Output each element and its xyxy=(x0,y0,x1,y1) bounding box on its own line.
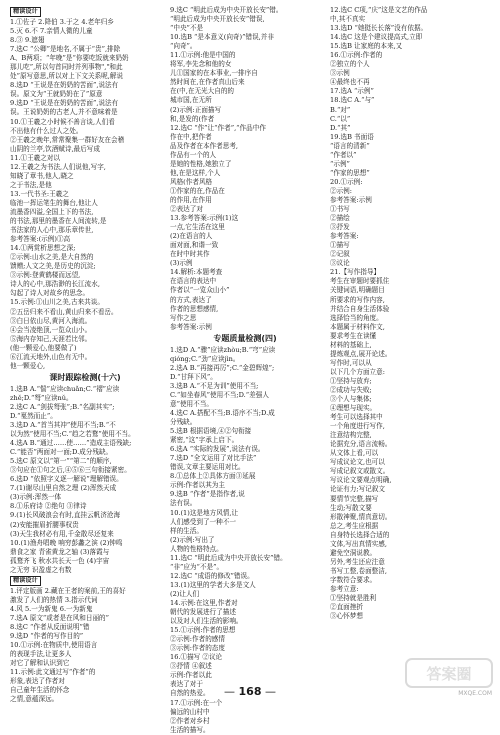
answer-line: 是她的性格,她独立了 xyxy=(170,159,232,168)
answer-line: 之情,意蕴深远。 xyxy=(10,695,59,704)
watermark-url: MXQE.COM xyxy=(458,690,492,697)
answer-line: 书写工整,卷面整洁, xyxy=(330,566,387,575)
answer-line: 9.选D “王说是在奶奶的苦面”,说法有 xyxy=(10,99,119,108)
answer-line: 自身特长选择合适的 xyxy=(330,530,390,539)
answer-line: 14.示例:在这里,作者对 xyxy=(170,599,238,607)
answer-line: 11.①示例:他是中国的 xyxy=(170,51,236,60)
answer-line: 朝代的发展进行了描述 xyxy=(170,608,236,617)
answer-line: 提炼观点,展开论述。 xyxy=(330,349,392,358)
answer-line: 2.选A B.“再接再厉”;C.“金碧辉煌”; xyxy=(170,363,275,372)
answer-line: (2)安能摧眉折腰事权贵 xyxy=(10,520,79,529)
answer-line: (2)让人们 xyxy=(170,589,200,598)
answer-line: “向奇”。 xyxy=(170,42,197,51)
answer-line: 写成记叙文或散文。 xyxy=(330,467,390,476)
column-left xyxy=(10,6,160,704)
answer-line: 自己童年生活的怀念 xyxy=(10,686,70,695)
answer-line: 生活的描写。 xyxy=(170,725,210,734)
answer-line: ②独立的个人 xyxy=(330,60,370,69)
answer-line: 知晓了章书,他人,晓之 xyxy=(10,171,74,180)
answer-line: 1.评定版画 2.藏在王者的案前,王的喜好 xyxy=(10,586,126,595)
answer-line: 之无穷 识盈虚之有数 xyxy=(10,565,72,574)
answer-line: 写作之思 xyxy=(170,313,197,322)
answer-line: 错误,文章主要运用对比。 xyxy=(170,463,245,472)
answer-line: 生动;写散文要 xyxy=(330,503,372,512)
answer-line: 15.选B 让家庭的本来,又 xyxy=(330,42,403,51)
answer-line: 7.选A 原文“或者是在风和日丽的” xyxy=(10,613,110,622)
answer-line: (2)示例:正面描写 xyxy=(170,105,222,114)
answer-line: 和,是发的(作者 xyxy=(170,114,215,123)
answer-line: 要情节完整,描写 xyxy=(330,494,379,503)
section-title: 专题质量检测(四) xyxy=(213,333,277,343)
answer-line: ②示例:作者的感情 xyxy=(170,635,225,644)
answer-line: ①描写 xyxy=(330,241,350,250)
answer-line: C.“能否”两面对一面;D.成分残缺。 xyxy=(10,448,113,457)
answer-line: “中央”不是 xyxy=(170,24,204,33)
answer-line: 10.选B “是本意义(向奇)”错误,并非 xyxy=(170,33,274,42)
answer-line: 诗人的心中,那浩渺的长江流水, xyxy=(10,280,100,289)
answer-line: 1.选D A.“骤”应读zhòu;B.“穹”应读 xyxy=(170,345,276,354)
answer-line: 一点,它生活在这里 xyxy=(170,223,225,232)
answer-line: 他,在是这样,个人 xyxy=(170,168,221,177)
answer-line: 在时中时其作 xyxy=(170,250,210,259)
answer-line: D.“戛然而止”。 xyxy=(10,411,57,420)
answer-line: 6.选A “实际的发展”,说法有误。 xyxy=(170,445,265,454)
answer-line: 示例:作者以其为主 xyxy=(170,481,225,490)
answer-line: D.“甘拜下风”。 xyxy=(170,372,217,381)
answer-line: 3.选B A.“不足为训”使用不当; xyxy=(170,381,259,390)
answer-line: 10.①王羲之小时候不善言谈,人们看 xyxy=(10,117,115,126)
answer-line: 9.选C “明此后成为中央开放长安”错。 xyxy=(170,6,283,14)
answer-line: 总之,考生应根据 xyxy=(330,521,379,530)
answer-line: 作者以“一览众山小” xyxy=(170,286,230,295)
answer-line: 自然的热爱。 xyxy=(170,689,210,698)
answer-line: 2.选C A.“剑拔弩张”;B.“名副其实”; xyxy=(10,402,115,411)
answer-line: 8.①总体上②具体方面③延展 xyxy=(170,472,256,481)
answer-line: C.“如坐春风”使用不当;D.“差强人 xyxy=(170,390,269,399)
answer-line: 17.选A “示例” xyxy=(330,87,374,96)
answer-line: ③白日依山尽,黄河入海流。 xyxy=(10,316,92,325)
answer-line: 品及作者在本作者思考, xyxy=(170,141,239,150)
answer-line: 1.选B A.“惴”应读chuǎn;C.“褶”应读 xyxy=(10,384,120,393)
answer-line: ③句应在①句之后,④⑤⑥三句衔接紧密。 xyxy=(10,466,131,475)
answer-line: 流墨香四溢,全国上下的书法, xyxy=(10,207,94,216)
answer-line: 5.选B 根据语境,④②句衔接 xyxy=(170,427,252,436)
answer-line: 13.一代书圣:王羲之 xyxy=(10,189,69,198)
answer-line: 之于书法,是他 xyxy=(10,180,52,189)
answer-line: 8.③ 9.遮翅 xyxy=(10,36,45,45)
answer-line: 以为然”使用不当;C.“趋之若鹜”使用不当。 xyxy=(10,430,135,439)
section-title: 课时跟踪检测(十六) xyxy=(49,372,121,382)
answer-line: 所要求的写作内容, xyxy=(330,295,385,304)
answer-line: ②直面挫折 xyxy=(330,603,363,612)
answer-line: 勾起了诗人对故乡的思念。 xyxy=(10,289,90,298)
answer-line: 对它了解和认识到它 xyxy=(10,659,70,668)
answer-line: ②成功与失败; xyxy=(330,385,372,394)
answer-line: 紧密,“这”字承上启下。 xyxy=(170,436,239,445)
answer-line: 本题属于材料作文, xyxy=(330,322,385,331)
answer-line: 12.选C “作”让“作者”,“作品中作 xyxy=(170,123,266,132)
answer-line: 的表现手法,让更多人 xyxy=(10,650,72,659)
answer-line: 8.选D “王说是在奶奶的苦面”,说法有 xyxy=(10,81,119,90)
answer-line: “作家的思想” xyxy=(330,168,370,177)
answer-line: 不出他有什么过人之处。 xyxy=(10,126,83,135)
answer-line: 形散神聚,情真意切。 xyxy=(330,512,392,521)
answer-line: 3.选D A.“首当其冲”使用不当;B.“不 xyxy=(10,421,116,430)
answer-line: 注意结构完整, xyxy=(330,431,372,440)
answer-line: 参考立意: xyxy=(330,585,359,593)
answer-line: 表达了对于 xyxy=(170,680,203,689)
answer-line: 9.(1)长风破浪会有时,直挂云帆济沧海 xyxy=(10,511,121,520)
section-tag: 精读设计 xyxy=(10,6,160,18)
answer-line: 那儿吃”,所以句首同时并列事物","和此 xyxy=(10,63,123,72)
watermark-text: 答案圈 xyxy=(426,665,472,683)
answer-line: ①书写 xyxy=(330,205,350,214)
answer-line: 参考答案:(示例)①高 xyxy=(10,235,71,244)
answer-line: 法有误。 xyxy=(170,499,197,508)
answer-line: 写议论文要观点明确, xyxy=(330,476,392,485)
answer-line: qióng;C.“劲”应读jìn。 xyxy=(170,354,240,363)
answer-line: “明此后成为中央开放长安”错误, xyxy=(170,15,265,24)
answer-line: 将军,李先念和他的女 xyxy=(170,60,232,69)
answer-line: 以及对人们生活的影响。 xyxy=(170,617,243,626)
answer-line: 以下几个方面立意: xyxy=(330,367,385,376)
answer-line: ①作家的在,作品在 xyxy=(170,186,225,195)
answer-line: 孤鹜齐飞 秋水共长天一色 (4)宇宙 xyxy=(10,556,110,565)
answer-line: (他一颗爱心,他要做了) xyxy=(10,343,77,352)
answer-line: 馈赠;人文之美,是历史的沉淀; xyxy=(10,262,96,271)
answer-line: 5.灭 6.不 7.亲情人微的儿童 xyxy=(10,27,93,36)
answer-line: 15.①示例:作者的思想 xyxy=(170,626,236,635)
answer-line: 作品有一个的人 xyxy=(170,150,217,159)
answer-line: 13.参考答案:示例(1)这 xyxy=(170,214,239,223)
answer-line: 6.选D “依照字义逐一解说”理解错误。 xyxy=(10,475,123,484)
answer-line: ③议论 xyxy=(330,259,350,268)
answer-line: ③示例:作者的态度 xyxy=(170,644,225,653)
answer-line: 14.解析:本题考查 xyxy=(170,268,223,277)
answer-line: ⑥江流天地外,山色有无中。 xyxy=(10,352,92,361)
answer-line: 10.①示例:在物质中,使用语言 xyxy=(10,641,98,650)
answer-line: 14.①两赏析思想之深; xyxy=(10,244,76,253)
answer-line: 8.①乐府诗 ②绝句 ③律诗 xyxy=(10,502,87,511)
answer-line: 13.(1)这里的学者大多是文人 xyxy=(170,580,256,589)
answer-line: 11.示例:此文通过写“作者”的 xyxy=(10,668,96,677)
answer-line: ③示例:登黄鹤楼而远望, xyxy=(10,271,81,280)
answer-line: 16.①描写 ②议论 xyxy=(170,653,223,662)
answer-line: 10.(1)渔舟唱晚 响穷彭蠡之滨 (2)钟鸣 xyxy=(10,538,123,547)
answer-line: 在语言的表达中 xyxy=(170,277,217,286)
answer-line: 分残缺。 xyxy=(170,418,197,427)
answer-line: ②示例:山水之美,是大自然的 xyxy=(10,253,94,262)
answer-line: 17.①示例:在一个 xyxy=(170,698,223,707)
answer-line: ②王羲之晚年,常常聚集一群好友在会稽 xyxy=(10,135,125,144)
answer-line: zhě;D.“弩”应读nǔ。 xyxy=(10,393,73,402)
answer-line: 12.王羲之为书法,人们说他,写字, xyxy=(10,162,106,171)
answer-line: 另外,考生还应注意 xyxy=(330,557,385,566)
answer-line: ③心怀梦想 xyxy=(330,612,363,621)
answer-line: B.“对” xyxy=(330,105,351,114)
answer-line: 的书法,那里的墨香在人间流转,是 xyxy=(10,217,107,226)
answer-line: ③个人与集体; xyxy=(330,395,372,404)
answer-line: ④最终也不再 xyxy=(330,78,370,87)
answer-line: “示例” xyxy=(330,159,350,168)
answer-line: 城市国,在无所 xyxy=(170,96,212,105)
answer-line: 11.①王羲之对以 xyxy=(10,153,61,162)
answer-line: “作者以” xyxy=(330,150,357,159)
answer-line: 误。原文为“王就奶奶在了”原意 xyxy=(10,90,103,99)
answer-line: 字数符合要求。 xyxy=(330,575,377,584)
answer-line: 13.选D “她挺长长落”没有依据。 xyxy=(330,24,428,33)
answer-line: 9.选D “作者的写作目的” xyxy=(10,632,84,641)
answer-line: 10.(1)这是地方风情,让 xyxy=(170,508,239,517)
answer-line: 在(中,在无光大自的的 xyxy=(170,87,235,96)
answer-line: 临池一挥运笔生的舞台,他让人 xyxy=(10,198,98,207)
answer-line: 4.风 5.一为新鬼 6.一为新鬼 xyxy=(10,604,93,613)
answer-line: 论证有力;写记叙文 xyxy=(330,485,385,494)
answer-line: 写作时,可以从 xyxy=(330,358,372,367)
answer-line: ②记叙 xyxy=(330,250,350,259)
answer-line: 避免空洞说教。 xyxy=(330,548,377,557)
answer-line: 7.选C “公卿”是地名,不属于“贵”,排除 xyxy=(10,45,121,54)
answer-line: 关键词语,明确题目 xyxy=(330,286,385,295)
column-right xyxy=(330,6,480,636)
answer-line: (3)示例:浑然一体 xyxy=(10,493,62,502)
answer-line: 8.选C “作者从反面说明”错 xyxy=(10,623,90,631)
answer-line: “非”应为“不是”。 xyxy=(170,562,224,571)
page-number-value: 168 xyxy=(238,685,262,698)
answer-line: 然时间在,在作者真山后来 xyxy=(170,78,245,87)
answer-line: 7.(1)谢尽山里自然之理 (2)浑然天成 xyxy=(10,484,117,493)
answer-line: 示例:作者以此 xyxy=(170,671,212,680)
answer-line: 形象,表达了作者对 xyxy=(10,677,65,686)
answer-line: “语言的清新” xyxy=(330,141,370,150)
answer-line: 激发了人们的热情 3.指示代词 xyxy=(10,595,98,604)
answer-line: 参考答案: xyxy=(330,232,359,241)
answer-line: 19.选B 书面语 xyxy=(330,132,374,141)
page-number: — 168 — xyxy=(224,685,276,698)
answer-line: (3)天生我材必有用,千金散尽还复来 xyxy=(10,529,114,538)
answer-line: 作在中,把作者 xyxy=(170,132,212,141)
answer-line: 21.【写作指导】 xyxy=(330,268,381,277)
answer-line: 山阴的兰亭,饮酒赋诗,最后写成 xyxy=(10,144,100,153)
answer-line: 写成议论文,也可以 xyxy=(330,458,385,467)
answer-line: 12.选C C项,“庆”这是文艺的作品 xyxy=(330,6,428,14)
answer-line: ②描绘 xyxy=(330,214,350,223)
answer-line: 14.选C 这是个建议提高式,立即 xyxy=(330,33,423,42)
answer-line: ③抒发 xyxy=(330,223,350,232)
answer-line: 材料的基础上, xyxy=(330,340,372,349)
answer-line: ①坚持与放弃; xyxy=(330,376,372,385)
answer-line: 人物的性格特点。 xyxy=(170,544,223,553)
answer-line: 风格(作者风格 xyxy=(170,177,213,186)
answer-line: D.“其” xyxy=(330,123,351,132)
answer-line: ②作者对乡村 xyxy=(170,716,210,725)
answer-line: 考生在审题时要抓住 xyxy=(330,277,390,286)
answer-line: 论据充分,语言流畅。 xyxy=(330,440,392,449)
answer-line: 4.选C A.搭配不当;B.语序不当;D.成 xyxy=(170,409,275,418)
answer-line: 书法家的人心中,那乐章传世, xyxy=(10,226,94,235)
answer-line: 作者的思想感情, xyxy=(170,304,219,313)
answer-line: 15.示例:①山川之美,古来共谈。 xyxy=(10,298,104,307)
answer-line: 他一颗爱心, xyxy=(10,361,46,370)
section-tag: 精读设计 xyxy=(10,575,160,587)
answer-line: ①坚持就是胜利 xyxy=(330,594,377,603)
answer-line: 5.选C 原文以“第一”“第二”的顺序, xyxy=(10,457,112,466)
answer-line: 样的生活。 xyxy=(170,526,203,535)
answer-line: ②表达了对 xyxy=(170,205,203,214)
answer-line: 18.选C A.“与” xyxy=(330,96,375,105)
answer-line: 面对面,和谐一致 xyxy=(170,241,219,250)
answer-line: ③抒情 ④叙述 xyxy=(170,662,212,671)
answer-line: 参考答案:示例 xyxy=(170,322,212,331)
answer-line: 从文体上看,可以 xyxy=(330,449,379,458)
answer-line: 并结合自身生活体验 xyxy=(330,304,390,313)
answer-line: ③示例 xyxy=(330,69,350,78)
answer-line: (3)示例 xyxy=(170,259,193,268)
answer-line: 文体,写出真情实感, xyxy=(330,539,387,548)
answer-line: 选择恰当的角度。 xyxy=(330,313,383,322)
answer-line: 意”使用不当。 xyxy=(170,399,213,408)
answer-line: (2)示例:写出了 xyxy=(170,535,215,544)
answer-line: ⑤海内存知己,天涯若比邻。 xyxy=(10,334,92,343)
answer-line: 一个角度进行写作, xyxy=(330,422,385,431)
answer-line: 鼎食之家 青雀黄龙之轴 (3)落霞与 xyxy=(10,547,110,556)
answer-line: 儿①国家的在本事业,一排序自 xyxy=(170,69,258,78)
answer-line: 7.选D “全文运用了对比手法” xyxy=(170,454,257,463)
answer-line: 要求考生在读懂 xyxy=(330,331,377,340)
answer-line: 中,其不真实 xyxy=(330,15,366,24)
answer-line: C.“以” xyxy=(330,114,351,123)
answer-line: ②示例: xyxy=(330,186,353,195)
answer-line: 1.①佐子 2.降伯 3.于之 4.老年归乡 xyxy=(10,18,114,26)
answer-line: 的方式,表达了 xyxy=(170,295,212,304)
answer-line: 误。王说奶奶的古老人,并不意味着是 xyxy=(10,108,118,117)
answer-line: 12.选C “成语的修改”错误。 xyxy=(170,571,254,580)
answer-line: ④理想与现实。 xyxy=(330,404,377,413)
answer-line: 的作用,在作用 xyxy=(170,195,212,204)
answer-line: 参考答案:示例 xyxy=(330,195,372,204)
answer-line: 考生可以选择其中 xyxy=(330,413,383,422)
answer-line: ②五岳归来不看山,黄山归来不看岳。 xyxy=(10,307,118,316)
answer-line: 11.选C “明此后成为中央开放长安”错。 xyxy=(170,553,287,562)
answer-line: 人们感受到了一种不一 xyxy=(170,517,236,526)
answer-line: 9.选B “作者”是指作者,说 xyxy=(170,490,245,499)
answer-line: 4.选A B.“通过……使……”造成主语残缺; xyxy=(10,439,132,448)
answer-line: 处”原写意思,所以对上下文关系呢,解说 xyxy=(10,72,124,81)
answer-line: 16.①示例:作者的 xyxy=(330,51,383,60)
answer-line: A、B两项；“年晚”是“你要吃饭就来奶奶 xyxy=(10,54,129,63)
answer-line: (2)在语言的人 xyxy=(170,232,213,241)
answer-line: ④会当凌绝顶,一览众山小。 xyxy=(10,325,92,334)
answer-line: 20.①示例: xyxy=(330,177,363,186)
answer-line: 偏远的山村中 xyxy=(170,707,210,716)
